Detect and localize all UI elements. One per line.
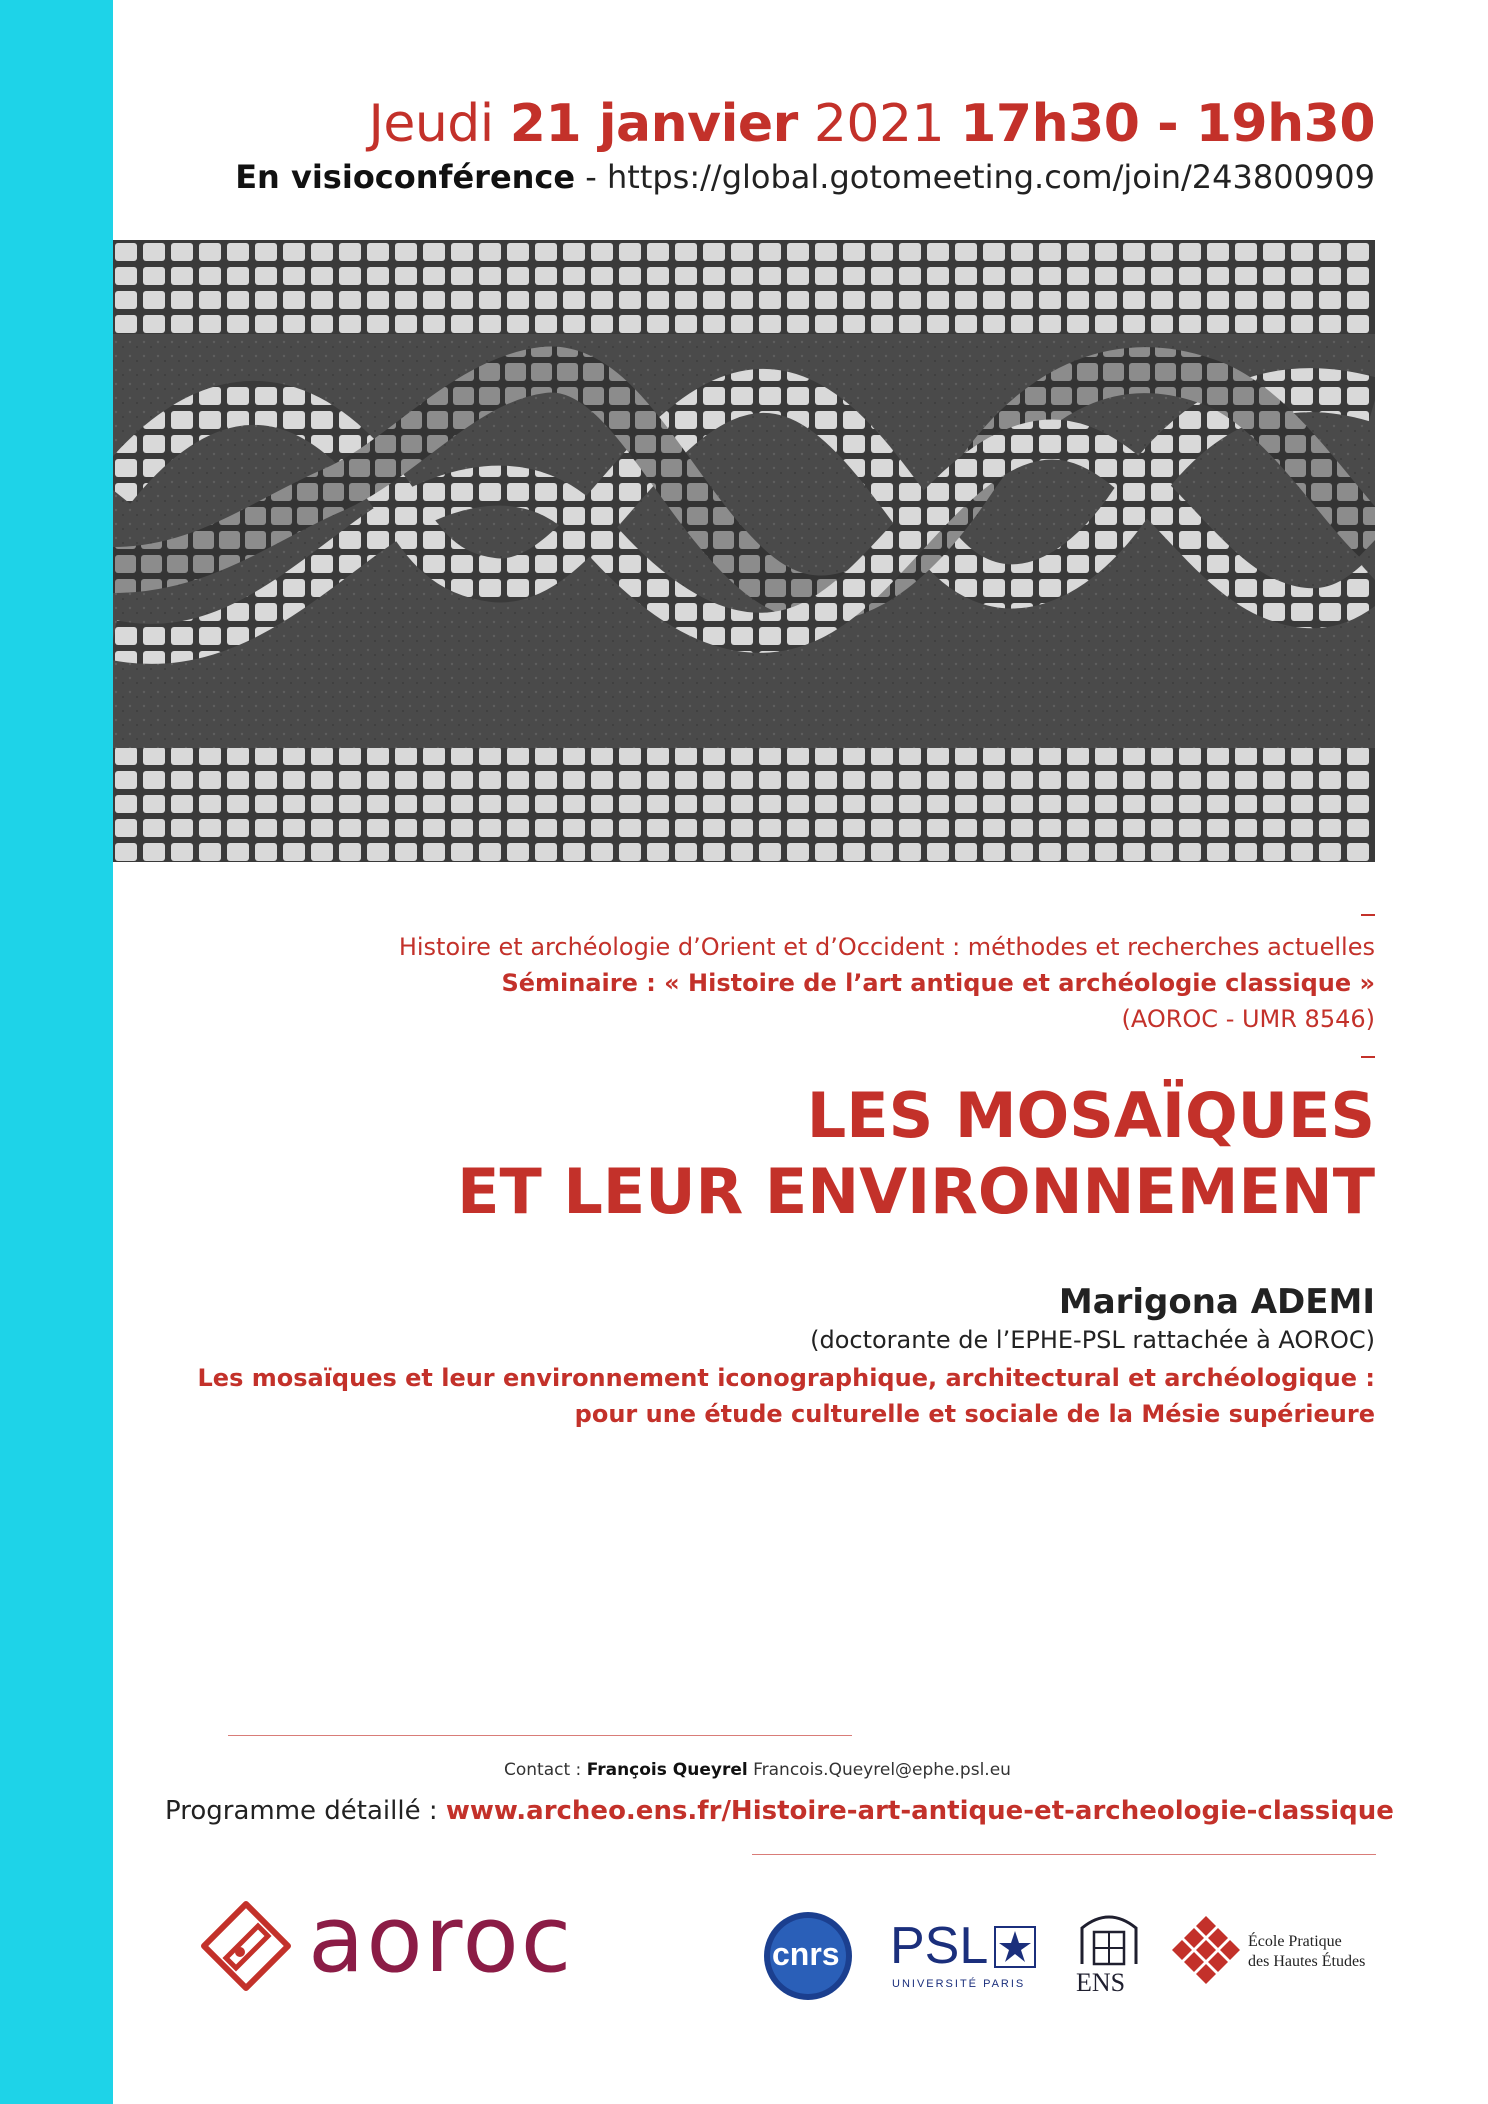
unit-line: (AOROC - UMR 8546) [1121, 1005, 1375, 1033]
footer-rule-top [228, 1735, 852, 1736]
contact-label: Contact : [504, 1760, 582, 1780]
talk-title-line-2: pour une étude culturelle et sociale de la Mésie supérieure [574, 1400, 1375, 1428]
contact-line [504, 1760, 1011, 1780]
ephe-emblem-icon [1170, 1914, 1242, 1986]
footer-rule-bottom [752, 1854, 1376, 1855]
seminar-line: Séminaire : « Histoire de l’art antique et archéologie classique » [501, 969, 1375, 997]
series-line: Histoire et archéologie d’Orient et d’Occident : méthodes et recherches actuelles [398, 933, 1375, 961]
visio-line [235, 158, 1375, 196]
year: 2021 [813, 94, 945, 154]
series-top-rule [1361, 914, 1375, 916]
main-title [457, 1078, 1375, 1230]
ens-building-icon [1074, 1910, 1144, 1966]
aoroc-emblem-icon [196, 1896, 296, 1996]
ens-wordmark: ENS [1076, 1968, 1126, 1997]
date-bold: 21 janvier [509, 94, 798, 154]
psl-subtitle: UNIVERSITÉ PARIS [892, 1978, 1026, 1990]
programme-link[interactable]: www.archeo.ens.fr/Histoire-art-antique-et-archeologie-classique [445, 1796, 1394, 1826]
contact-email[interactable]: Francois.Queyrel@ephe.psl.eu [753, 1760, 1011, 1780]
talk-title-line-1: Les mosaïques et leur environnement iconographique, architectural et archéologique : [197, 1364, 1375, 1392]
speaker-name: Marigona ADEMI [1058, 1282, 1375, 1322]
speaker-affiliation: (doctorante de l’EPHE-PSL rattachée à AOROC) [810, 1326, 1375, 1354]
visio-label: En visioconférence [235, 158, 576, 196]
mosaic-banner-image [113, 240, 1375, 862]
contact-name: François Queyrel [586, 1760, 748, 1780]
programme-label: Programme détaillé : [165, 1796, 438, 1826]
aoroc-logo [196, 1886, 636, 1996]
cnrs-logo [762, 1910, 854, 2002]
talk-title [198, 1360, 1375, 1432]
event-time: 17h30 - 19h30 [960, 94, 1375, 154]
ens-logo [1074, 1910, 1144, 2002]
cnrs-wordmark: cnrs [772, 1936, 840, 1972]
day-word: Jeudi [368, 94, 494, 154]
event-date-line [368, 94, 1375, 154]
psl-logo [890, 1917, 1040, 2000]
programme-line [165, 1796, 1394, 1826]
visio-separator: - [585, 158, 597, 196]
side-color-band [0, 0, 113, 2104]
ephe-line-2: des Hautes Études [1248, 1953, 1366, 1970]
ephe-wordmark [1248, 1932, 1365, 1972]
star-icon [994, 1926, 1036, 1968]
aoroc-wordmark: aoroc [308, 1886, 574, 1993]
ephe-line-1: École Pratique [1248, 1933, 1342, 1950]
title-line-1: LES MOSAÏQUES [806, 1079, 1375, 1152]
title-line-2: ET LEUR ENVIRONNEMENT [457, 1155, 1375, 1228]
visio-url[interactable]: https://global.gotomeeting.com/join/243800909 [606, 158, 1375, 196]
series-bottom-rule [1361, 1056, 1375, 1058]
psl-wordmark: PSL [890, 1917, 989, 1975]
